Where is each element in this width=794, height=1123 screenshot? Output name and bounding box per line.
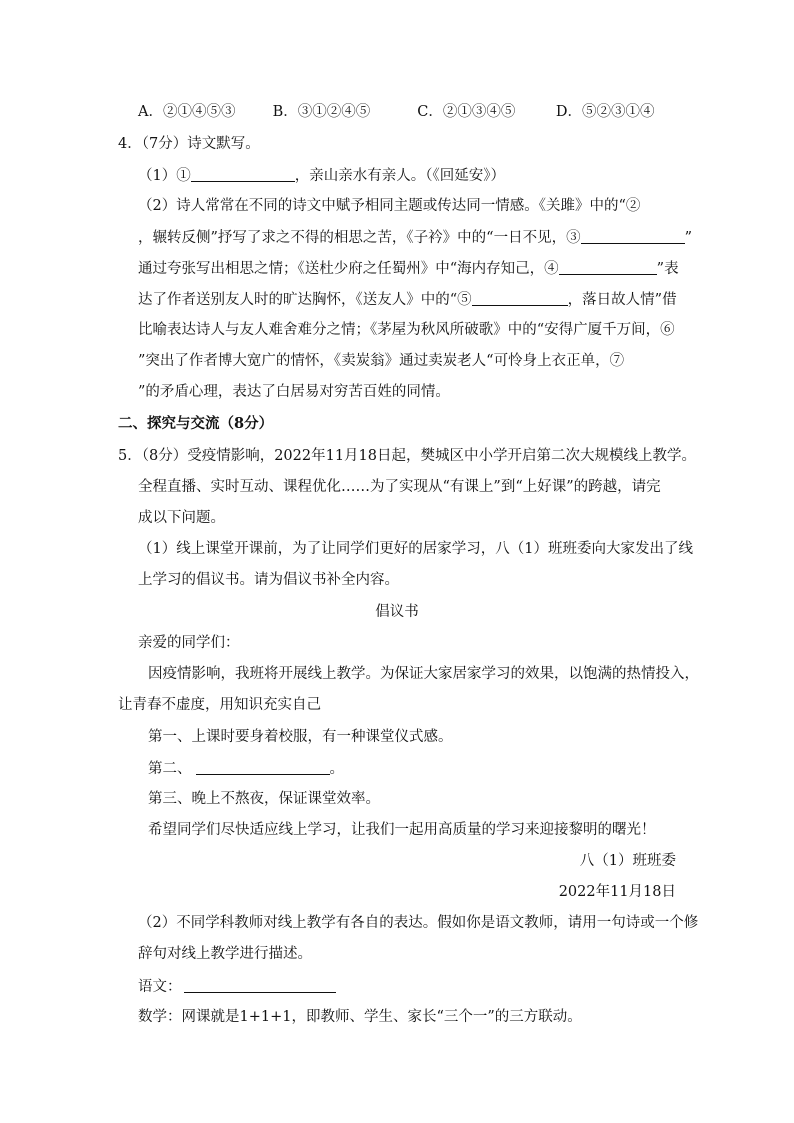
q4-part2-line4-text: 达了作者送别友人时的旷达胸怀，《送友人》中的“⑤ (138, 292, 472, 308)
q5-part1-line1: （1）线上课堂开课前，为了让同学们更好的居家学习，八（1）班班委向大家发出了线 (138, 541, 693, 557)
q4-part1-num: （1）① (138, 168, 191, 184)
q5-line3: 成以下问题。 (138, 510, 225, 526)
proposal-signer: 八（1）班班委 (579, 853, 676, 869)
q4-part2-line3-end: ”表 (656, 261, 679, 277)
proposal-greeting: 亲爱的同学们： (138, 635, 240, 651)
proposal-date: 2022年11月18日 (558, 884, 676, 900)
proposal-body-line2: 让青春不虚度，用知识充实自己 (118, 697, 321, 713)
q5-line1: 5．（8分）受疫情影响，2022年11月18日起，樊城区中小学开启第二次大规模线上教学。 (118, 448, 697, 464)
q4-part2-line7: ”的矛盾心理，表达了白居易对穷苦百姓的同情。 (138, 384, 450, 400)
q4-part2-line1: （2）诗人常常在不同的诗文中赋予相同主题或传达同一情感。《关雎》中的“② (138, 198, 641, 214)
q4-part2-line5: 比喻表达诗人与友人难舍难分之情；《茅屋为秋风所破歌》中的“安得广厦千万间，⑥ (138, 322, 675, 338)
q4-part2-line4-end: ，落日故人情”借 (567, 292, 677, 308)
proposal-body-line1: 因疫情影响，我班将开展线上教学。为保证大家居家学习的效果，以饱满的热情投入， (148, 666, 699, 682)
q4-part2-line2 (138, 227, 692, 248)
chinese-label: 语文： (138, 979, 182, 995)
proposal-closing: 希望同学们尽快适应线上学习，让我们一起用高质量的学习来迎接黎明的曙光！ (148, 822, 656, 838)
blank-1[interactable] (191, 165, 295, 182)
option-d: D．⑤②③①④ (555, 104, 655, 120)
q5-part2-line1: （2）不同学科教师对线上教学有各自的表达。假如你是语文教师，请用一句诗或一个修 (138, 915, 699, 931)
q3-options (138, 102, 654, 122)
blank-3[interactable] (581, 227, 685, 244)
q4-part1 (138, 165, 505, 186)
section2-title: 二、探究与交流（8分） (118, 415, 274, 432)
blank-5[interactable] (472, 289, 568, 306)
option-c: C．②①③④⑤ (417, 104, 516, 120)
option-b: B．③①②④⑤ (272, 104, 371, 120)
q5-part1-line2: 上学习的倡议书。请为倡议书补全内容。 (138, 572, 399, 588)
option-a: A．②①④⑤③ (138, 104, 236, 120)
blank-4[interactable] (559, 258, 657, 275)
proposal-item3: 第三、晚上不熬夜，保证课堂效率。 (148, 791, 380, 807)
q4-part2-line3 (138, 258, 679, 279)
q4-header: 4．（7分）诗文默写。 (118, 136, 260, 152)
q4-part2-line2-end: ” (684, 230, 692, 246)
q4-part1-tail: ，亲山亲水有亲人。（《回延安》） (294, 168, 505, 184)
q5-part2-math: 数学：网课就是1+1+1，即教师、学生、家长“三个一”的三方联动。 (138, 1009, 582, 1025)
q5-line2: 全程直播、实时互动、课程优化……为了实现从“有课上”到“上好课”的跨越，请完 (138, 479, 661, 495)
proposal-item2-label: 第二、 (148, 761, 192, 777)
q4-part2-line3-text: 通过夸张写出相思之情；《送杜少府之任蜀州》中“海内存知己，④ (138, 261, 559, 277)
proposal-blank[interactable] (196, 758, 330, 775)
q5-part2-chinese (138, 976, 336, 997)
q4-part2-line6: ”突出了作者博大宽广的情怀，《卖炭翁》通过卖炭老人“可怜身上衣正单，⑦ (138, 353, 625, 369)
proposal-item1: 第一、上课时要身着校服，有一种课堂仪式感。 (148, 729, 453, 745)
proposal-title: 倡议书 (375, 604, 419, 620)
q5-part2-line2: 辞句对线上教学进行描述。 (138, 946, 312, 962)
q4-part2-line2-text: ，辗转反侧”抒写了求之不得的相思之苦，《子衿》中的“一日不见，③ (138, 230, 581, 246)
q4-part2-line4 (138, 289, 677, 310)
proposal-item2 (148, 758, 344, 779)
proposal-item2-end: 。 (329, 761, 344, 777)
chinese-answer-blank[interactable] (184, 976, 336, 993)
